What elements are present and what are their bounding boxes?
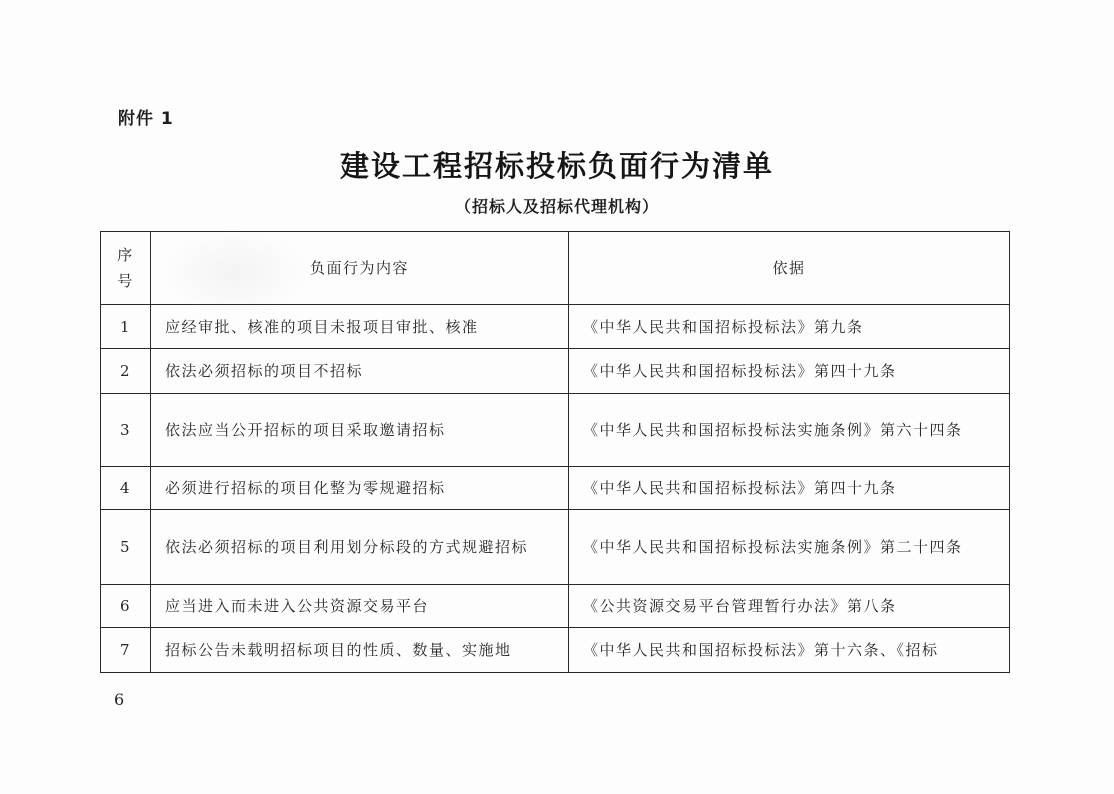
row-content: 依法必须招标的项目利用划分标段的方式规避招标	[151, 510, 569, 585]
row-basis: 《公共资源交易平台管理暂行办法》第八条	[569, 585, 1010, 628]
row-basis: 《中华人民共和国招标投标法实施条例》第六十四条	[569, 394, 1010, 467]
table-row	[101, 349, 1010, 394]
row-content: 应当进入而未进入公共资源交易平台	[151, 585, 569, 628]
row-number: 1	[101, 305, 151, 349]
table-row	[101, 585, 1010, 628]
row-basis: 《中华人民共和国招标投标法》第四十九条	[569, 467, 1010, 510]
row-number: 6	[101, 585, 151, 628]
row-number: 2	[101, 349, 151, 394]
attachment-label: 附件 1	[118, 109, 174, 129]
page-number: 6	[114, 690, 125, 709]
row-basis: 《中华人民共和国招标投标法实施条例》第二十四条	[569, 510, 1010, 585]
row-content: 必须进行招标的项目化整为零规避招标	[151, 467, 569, 510]
table-row	[101, 467, 1010, 510]
row-content: 应经审批、核准的项目未报项目审批、核准	[151, 305, 569, 349]
row-number: 7	[101, 628, 151, 673]
row-number: 5	[101, 510, 151, 585]
table-row	[101, 394, 1010, 467]
row-content: 依法应当公开招标的项目采取邀请招标	[151, 394, 569, 467]
document-title: 建设工程招标投标负面行为清单	[339, 149, 774, 183]
table-row	[101, 305, 1010, 349]
table-row	[101, 510, 1010, 585]
header-basis: 依据	[569, 232, 1010, 305]
table-row	[101, 628, 1010, 673]
negative-behavior-table	[100, 231, 1010, 673]
header-serial-line2: 号	[117, 272, 134, 290]
row-content: 依法必须招标的项目不招标	[151, 349, 569, 394]
row-number: 4	[101, 467, 151, 510]
row-basis: 《中华人民共和国招标投标法》第九条	[569, 305, 1010, 349]
document-subtitle: （招标人及招标代理机构）	[454, 197, 659, 216]
row-basis: 《中华人民共和国招标投标法》第四十九条	[569, 349, 1010, 394]
header-serial-line1: 序	[117, 246, 134, 264]
row-basis: 《中华人民共和国招标投标法》第十六条、《招标	[569, 628, 1010, 673]
row-content: 招标公告未载明招标项目的性质、数量、实施地	[151, 628, 569, 673]
row-number: 3	[101, 394, 151, 467]
header-content: 负面行为内容	[151, 232, 569, 305]
table-header-row	[101, 232, 1010, 305]
header-serial-number	[101, 232, 151, 305]
